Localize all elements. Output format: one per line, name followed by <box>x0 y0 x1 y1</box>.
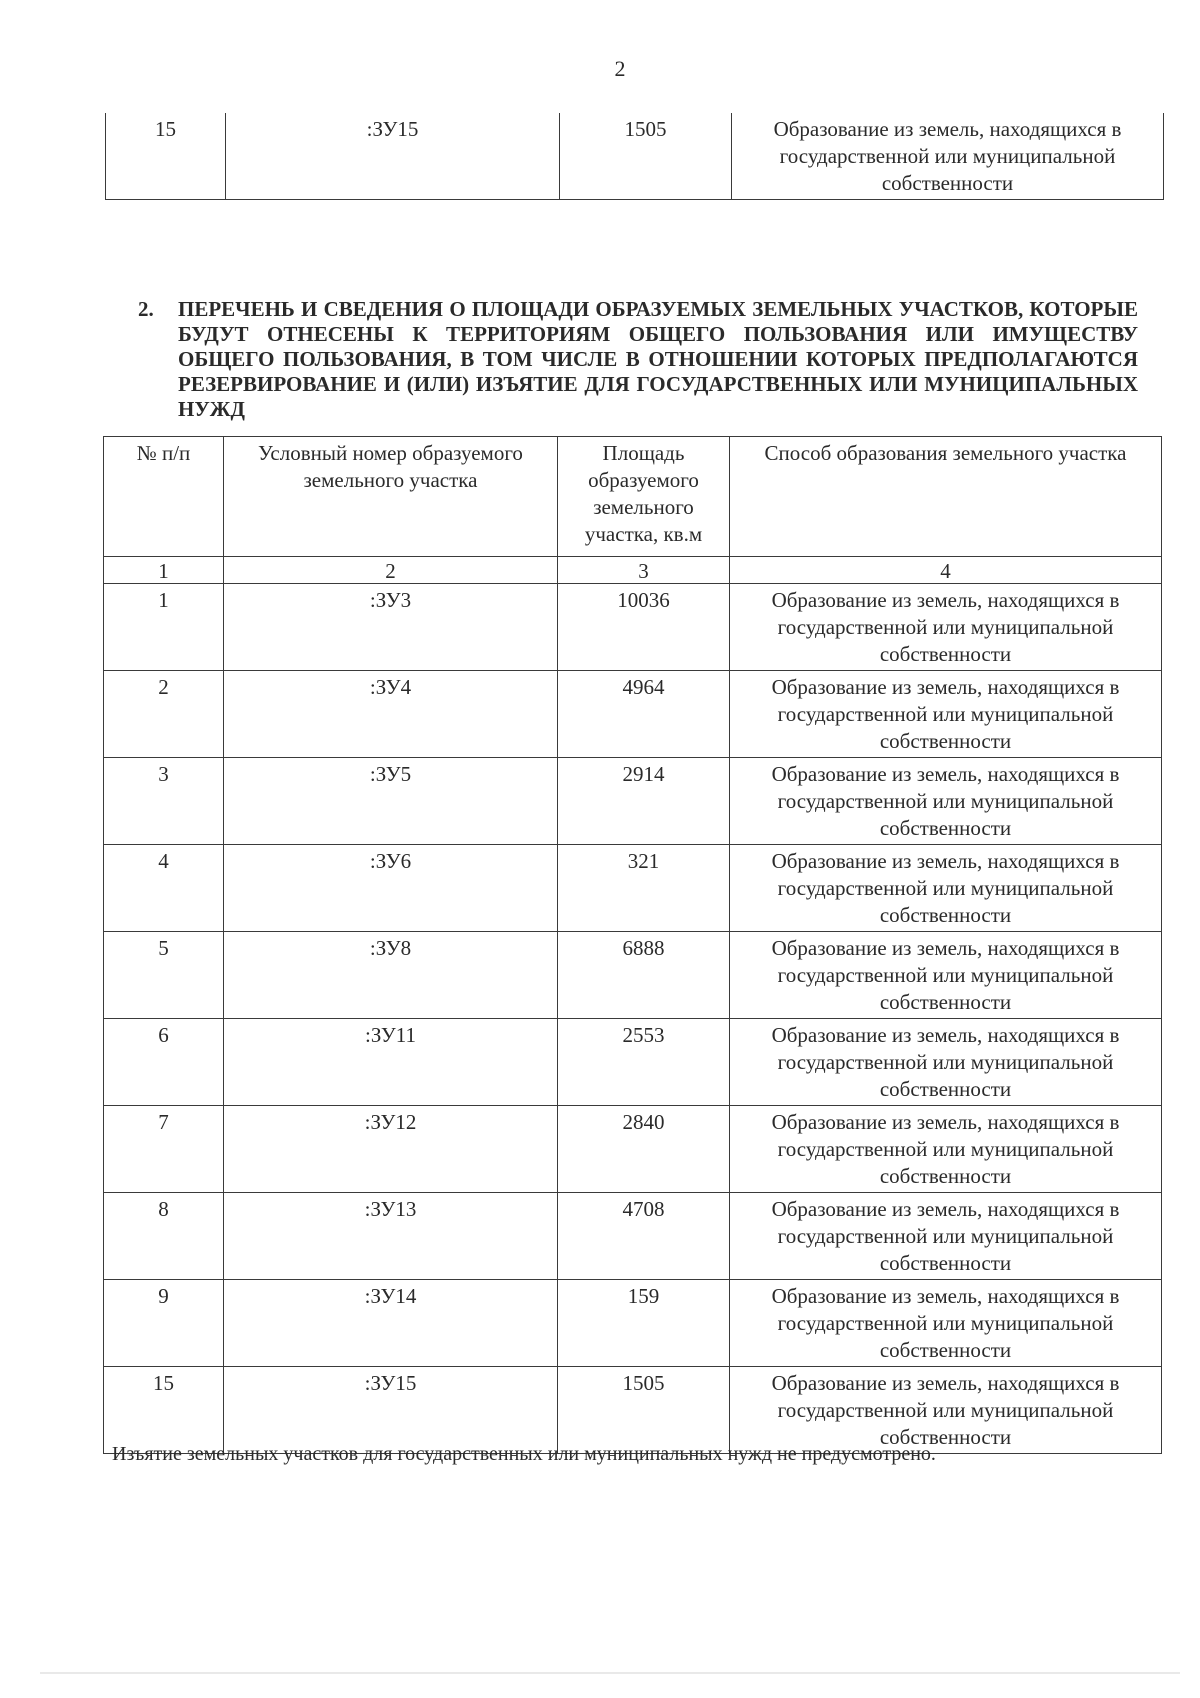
cell-number: 7 <box>104 1106 224 1193</box>
cell-area: 4708 <box>558 1193 730 1280</box>
cell-number: 5 <box>104 932 224 1019</box>
header-code: Условный номер образуемого земельного участка <box>224 437 558 557</box>
cell-plot-code: :ЗУ11 <box>224 1019 558 1106</box>
cell-area: 2553 <box>558 1019 730 1106</box>
continuation-table <box>105 113 1164 200</box>
cell-number: 15 <box>106 113 226 200</box>
table-row <box>104 932 1162 1019</box>
cell-number: 3 <box>104 758 224 845</box>
scan-edge-line <box>40 1672 1180 1674</box>
cell-area: 159 <box>558 1280 730 1367</box>
cell-method: Образование из земель, находящихся в государственной или муниципальной собственности <box>730 1106 1162 1193</box>
cell-method: Образование из земель, находящихся в государственной или муниципальной собственности <box>730 1367 1162 1454</box>
section-heading <box>138 297 1138 422</box>
column-index: 1 <box>104 557 224 584</box>
cell-method: Образование из земель, находящихся в государственной или муниципальной собственности <box>730 671 1162 758</box>
column-index-row <box>104 557 1162 584</box>
cell-plot-code: :ЗУ5 <box>224 758 558 845</box>
cell-area: 4964 <box>558 671 730 758</box>
column-index: 4 <box>730 557 1162 584</box>
cell-plot-code: :ЗУ4 <box>224 671 558 758</box>
table-row <box>104 845 1162 932</box>
table-row <box>104 758 1162 845</box>
table-row <box>104 1193 1162 1280</box>
cell-area: 2840 <box>558 1106 730 1193</box>
cell-plot-code: :ЗУ15 <box>224 1367 558 1454</box>
table-row <box>104 1019 1162 1106</box>
cell-area: 2914 <box>558 758 730 845</box>
table-row <box>104 1280 1162 1367</box>
cell-method: Образование из земель, находящихся в государственной или муниципальной собственности <box>730 932 1162 1019</box>
cell-plot-code: :ЗУ8 <box>224 932 558 1019</box>
cell-plot-code: :ЗУ15 <box>226 113 560 200</box>
cell-number: 1 <box>104 584 224 671</box>
footnote: Изъятие земельных участков для государственных или муниципальных нужд не предусмотрено. <box>112 1443 936 1465</box>
cell-method: Образование из земель, находящихся в государственной или муниципальной собственности <box>730 758 1162 845</box>
header-number: № п/п <box>104 437 224 557</box>
column-index: 3 <box>558 557 730 584</box>
cell-number: 2 <box>104 671 224 758</box>
cell-plot-code: :ЗУ6 <box>224 845 558 932</box>
table-body <box>104 584 1162 1454</box>
header-row <box>104 437 1162 557</box>
column-index: 2 <box>224 557 558 584</box>
table-row <box>104 1106 1162 1193</box>
cell-method: Образование из земель, находящихся в государственной или муниципальной собственности <box>732 113 1164 200</box>
cell-area: 6888 <box>558 932 730 1019</box>
cell-area: 1505 <box>558 1367 730 1454</box>
table-header <box>104 437 1162 584</box>
continuation-table-body <box>106 113 1164 200</box>
cell-number: 6 <box>104 1019 224 1106</box>
cell-plot-code: :ЗУ12 <box>224 1106 558 1193</box>
cell-plot-code: :ЗУ13 <box>224 1193 558 1280</box>
section-number: 2. <box>138 297 154 321</box>
header-method: Способ образования земельного участка <box>730 437 1162 557</box>
cell-method: Образование из земель, находящихся в государственной или муниципальной собственности <box>730 845 1162 932</box>
cell-number: 8 <box>104 1193 224 1280</box>
cell-number: 9 <box>104 1280 224 1367</box>
table-row <box>104 1367 1162 1454</box>
section-title: ПЕРЕЧЕНЬ И СВЕДЕНИЯ О ПЛОЩАДИ ОБРАЗУЕМЫХ ЗЕМЕЛЬНЫХ УЧАСТКОВ, КОТОРЫЕ БУДУТ ОТНЕСЕНЫ К ТЕРРИТОРИЯМ ОБЩЕГО ПОЛЬЗОВАНИЯ ИЛИ ИМУЩЕСТВУ ОБЩЕГО ПОЛЬЗОВАНИЯ, В ТОМ ЧИСЛЕ В ОТНОШЕНИИ КОТОРЫХ ПРЕДПОЛАГАЮТСЯ РЕЗЕРВИРОВАНИЕ И (ИЛИ) ИЗЪЯТИЕ ДЛЯ ГОСУДАРСТВЕННЫХ ИЛИ МУНИЦИПАЛЬНЫХ НУЖД <box>178 297 1138 421</box>
cell-number: 15 <box>104 1367 224 1454</box>
land-plots-table <box>103 436 1162 1454</box>
header-area: Площадь образуемого земельного участка, кв.м <box>558 437 730 557</box>
cell-number: 4 <box>104 845 224 932</box>
table-row <box>104 584 1162 671</box>
cell-method: Образование из земель, находящихся в государственной или муниципальной собственности <box>730 1193 1162 1280</box>
table-row <box>106 113 1164 200</box>
cell-method: Образование из земель, находящихся в государственной или муниципальной собственности <box>730 1280 1162 1367</box>
cell-method: Образование из земель, находящихся в государственной или муниципальной собственности <box>730 584 1162 671</box>
cell-plot-code: :ЗУ3 <box>224 584 558 671</box>
cell-area: 1505 <box>560 113 732 200</box>
table-row <box>104 671 1162 758</box>
page-number: 2 <box>614 56 626 81</box>
cell-area: 321 <box>558 845 730 932</box>
cell-method: Образование из земель, находящихся в государственной или муниципальной собственности <box>730 1019 1162 1106</box>
cell-area: 10036 <box>558 584 730 671</box>
cell-plot-code: :ЗУ14 <box>224 1280 558 1367</box>
